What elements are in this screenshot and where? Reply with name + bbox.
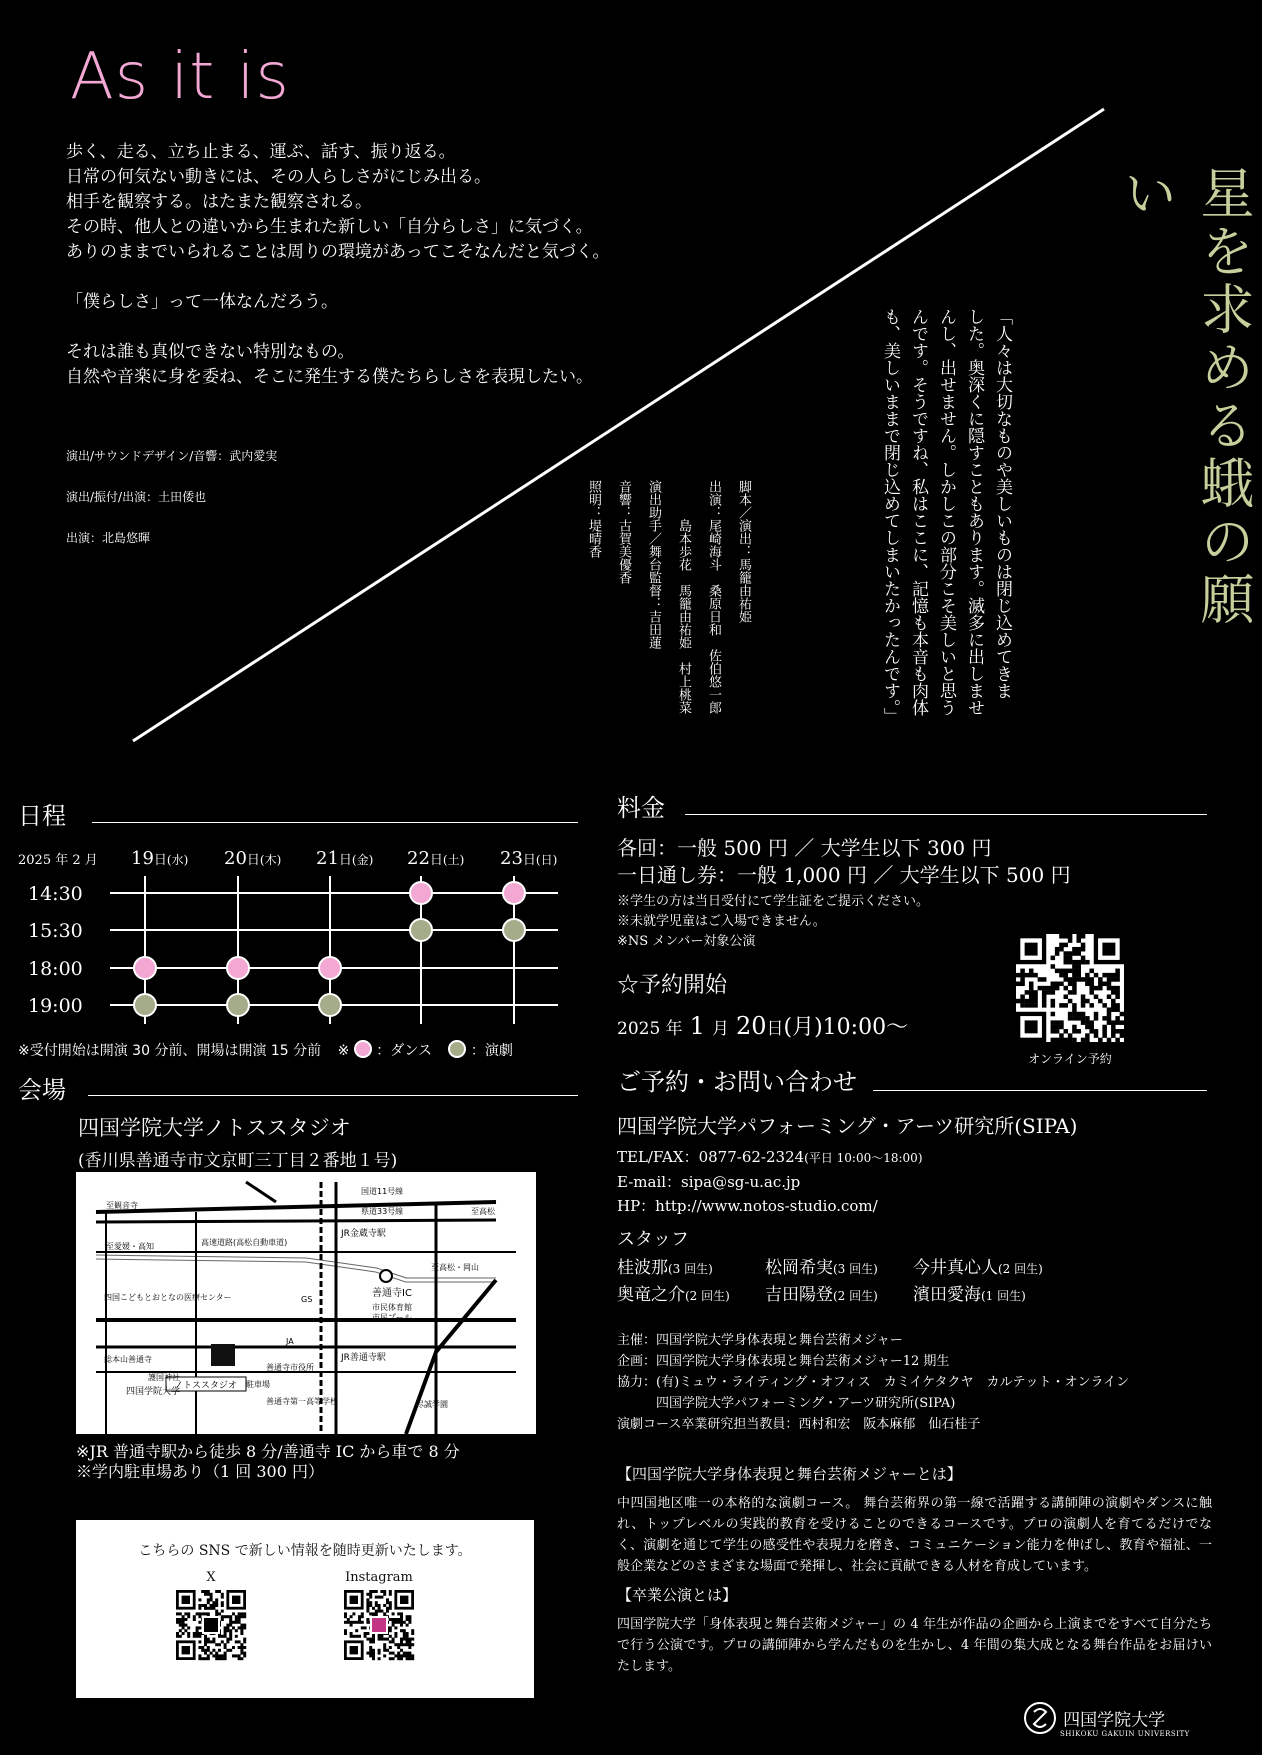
title-as-it-is: As it is [70, 40, 290, 114]
reserve-date-time: (月)10:00〜 [783, 1015, 909, 1040]
x-qr-code[interactable] [176, 1590, 246, 1660]
staff-year: (2 回生) [685, 1289, 730, 1303]
credit-line: 演出/振付/出演：土田倭也 [66, 490, 207, 504]
intro-line: 日常の何気ない動きには、その人らしさがにじみ出る。 [66, 167, 491, 187]
price-notes [617, 892, 929, 952]
staff-row [617, 1255, 1061, 1282]
contact-tel: TEL/FAX：0877-62-2324 [617, 1148, 805, 1166]
reserve-date [617, 1010, 908, 1041]
venue-address: (香川県善通寺市文京町三丁目２番地１号) [78, 1151, 398, 1171]
contact-underline [873, 1090, 1207, 1091]
org-line: 主催：四国学院大学身体表現と舞台芸術メジャー [617, 1333, 903, 1348]
reservation-qr-code[interactable] [1016, 934, 1124, 1042]
contact-tel-row [617, 1145, 1077, 1170]
day-unit: 日 [338, 853, 352, 868]
contact-hp[interactable]: HP：http://www.notos-studio.com/ [617, 1197, 878, 1215]
map-label: 至高松・岡山 [431, 1263, 479, 1272]
map-label: 四国こどもとおとなの医療センター [104, 1293, 232, 1302]
cast-line: 脚本／演出：馬籠由祐姫 [736, 480, 751, 623]
intro-line: それは誰も真似できない特別なもの。 [66, 342, 355, 362]
schedule-header [18, 796, 578, 830]
cast-line: 島本歩花 馬籠由祐姫 村上桃菜 [676, 480, 691, 714]
staff-member [765, 1255, 913, 1282]
map-label: 高速道路(高松自動車道) [201, 1238, 288, 1247]
price-note: ※未就学児童はご入場できません。 [617, 914, 826, 929]
map-label: 市民プール [372, 1313, 412, 1322]
day-header [224, 848, 281, 869]
about-section [617, 1460, 1212, 1685]
time-label: 18:00 [28, 958, 83, 980]
qr-label: オンライン予約 [1028, 1052, 1112, 1066]
credit-line: 演出/サウンドデザイン/音響：武内愛実 [66, 449, 278, 463]
org-line: 協力：(有)ミュウ・ライティング・オフィス カミイケタクヤ カルテット・オンライン [617, 1375, 1130, 1390]
graduation-heading: 【卒業公演とは】 [617, 1586, 738, 1604]
reserve-date-month-unit: 月 [711, 1019, 729, 1039]
qr-pattern [1016, 934, 1124, 1042]
map-label: 至高松 [471, 1207, 495, 1216]
venue-header [18, 1070, 578, 1104]
map-label: 至観音寺 [106, 1201, 138, 1210]
intro-line: 相手を観察する。はたまた観察される。 [66, 192, 372, 212]
map-label: 善通寺第一高等学校 [266, 1397, 338, 1406]
price-line: 一日通し券：一般 1,000 円 ／ 大学生以下 500 円 [617, 863, 1071, 887]
intro-blank [66, 265, 686, 290]
price-lines [617, 835, 1071, 889]
intro-text [66, 140, 686, 390]
access-map [76, 1172, 536, 1434]
day-header [500, 848, 557, 869]
intro-line: その時、他人との違いから生まれた新しい「自分らしさ」に気づく。 [66, 217, 593, 237]
staff-name: 桂波那 [617, 1258, 668, 1278]
show-drama-dot [227, 994, 249, 1016]
intro-line: ありのままでいられることは周りの環境があってこそなんだと気づく。 [66, 242, 610, 262]
sns-heading: こちらの SNS で新しい情報を随時更新いたします。 [138, 1543, 472, 1559]
day-number: 20 [224, 848, 247, 869]
time-label: 14:30 [28, 883, 83, 905]
legend-dance-dot [354, 1040, 372, 1058]
reserve-date-day-unit: 日 [766, 1019, 784, 1039]
map-label: ノトススタジオ [174, 1381, 237, 1391]
day-unit: 日 [246, 853, 260, 868]
show-dance-dot [134, 957, 156, 979]
quote-text [876, 308, 1016, 768]
price-underline [685, 814, 1207, 815]
map-label: 至愛媛・高知 [106, 1242, 154, 1251]
staff-member [913, 1255, 1061, 1282]
day-weekday: (木) [259, 853, 282, 867]
cast-line: 照明：堤晴香 [586, 480, 601, 558]
staff-year: (3 回生) [668, 1262, 713, 1276]
credit-line: 出演：北島悠暉 [66, 531, 151, 545]
contact-info [617, 1110, 1077, 1218]
staff-name: 奥竜之介 [617, 1285, 685, 1305]
intro-line: 歩く、走る、立ち止まる、運ぶ、話す、振り返る。 [66, 142, 456, 162]
staff-heading: スタッフ [617, 1229, 689, 1250]
day-unit: 日 [153, 853, 167, 868]
access-notes [76, 1442, 460, 1482]
contact-tel-hours: (平日 10:00〜18:00) [804, 1151, 923, 1165]
legend-mark: ※ [337, 1043, 350, 1059]
map-ic-marker [380, 1270, 392, 1282]
day-header [131, 848, 188, 869]
price-note: ※学生の方は当日受付にて学生証をご提示ください。 [617, 894, 930, 909]
map-label: 国道11号線 [361, 1187, 404, 1196]
day-header [407, 848, 464, 869]
instagram-qr-code[interactable] [344, 1590, 414, 1660]
day-weekday: (金) [351, 853, 374, 867]
reserve-date-year: 2025 年 [617, 1019, 683, 1039]
map-label: 四国学院大学 [126, 1387, 181, 1397]
staff-member [765, 1282, 913, 1309]
graduation-paragraph: 四国学院大学「身体表現と舞台芸術メジャー」の 4 年生が作品の企画から上演までをすべて自分たちで行う公演です。プロの講師陣から学んだものを生かし、4 年間の集大成となる舞台作品をお届けいたします。 [617, 1617, 1212, 1674]
map-label: 善通寺IC [372, 1288, 412, 1299]
price-note: ※NS メンバー対象公演 [617, 934, 756, 949]
price-heading: 料金 [617, 794, 665, 822]
staff-member [617, 1255, 765, 1282]
schedule-underline [92, 822, 578, 823]
schedule-month: 2025 年 2 月 [18, 853, 98, 868]
venue-name: 四国学院大学ノトススタジオ [78, 1116, 351, 1140]
map-label: JA [286, 1337, 294, 1346]
cast-line: 音響：古賀美優香 [616, 480, 631, 584]
day-number: 22 [407, 848, 430, 869]
contact-email[interactable]: E-mail：sipa@sg-u.ac.jp [617, 1173, 801, 1191]
show-drama-dot [503, 919, 525, 941]
staff-name: 松岡希実 [765, 1258, 833, 1278]
intro-blank [66, 315, 686, 340]
credits-as-it-is [66, 448, 277, 571]
org-line: 演劇コース卒業研究担当教員：西村和宏 阪本麻郁 仙石桂子 [617, 1417, 981, 1432]
staff-member [617, 1282, 765, 1309]
show-dance-dot [503, 882, 525, 904]
schedule-note-row [18, 1040, 513, 1060]
cast-credits [578, 480, 758, 780]
cast-line: 出演：尾崎海斗 桑原日和 佐伯悠一郎 [706, 480, 721, 714]
show-drama-dot [410, 919, 432, 941]
org-line: 企画：四国学院大学身体表現と舞台芸術メジャー12 期生 [617, 1354, 950, 1369]
cast-line: 演出助手／舞台監督：吉田蓮 [646, 480, 661, 649]
show-dance-dot [319, 957, 341, 979]
quote-line: 「人々は大切なものや美しいものは閉じ込めてきま [992, 308, 1012, 699]
legend-drama-dot [448, 1040, 466, 1058]
staff-member [913, 1282, 1061, 1309]
staff-year: (2 回生) [998, 1262, 1043, 1276]
day-number: 23 [500, 848, 523, 869]
show-drama-dot [319, 994, 341, 1016]
staff-year: (2 回生) [833, 1289, 878, 1303]
day-number: 19 [131, 848, 154, 869]
schedule-note: ※受付開始は開演 30 分前、開場は開演 15 分前 [18, 1043, 322, 1059]
map-label: 駐車場 [246, 1380, 270, 1389]
venue-underline [88, 1095, 578, 1096]
day-weekday: (日) [535, 853, 558, 867]
university-logo [1022, 1700, 1190, 1738]
reserve-date-month: 1 [689, 1012, 705, 1040]
price-header [617, 788, 1207, 822]
price-line: 各回：一般 500 円 ／ 大学生以下 300 円 [617, 836, 992, 860]
map-label: 市民体育館 [372, 1303, 412, 1312]
time-label: 19:00 [28, 995, 83, 1017]
staff-name: 今井真心人 [913, 1258, 998, 1278]
map-label: JR善通寺駅 [341, 1353, 386, 1363]
sns-box [76, 1520, 534, 1698]
map-road [246, 1182, 276, 1202]
contact-header [617, 1062, 1207, 1096]
map-road [406, 1280, 496, 1434]
schedule-heading: 日程 [18, 802, 66, 830]
quote-line: んです。そうですね、私はここに、記憶も本音も肉体 [908, 308, 928, 716]
university-name-en: SHIKOKU GAKUIN UNIVERSITY [1060, 1730, 1190, 1738]
about-heading: 【四国学院大学身体表現と舞台芸術メジャーとは】 [617, 1465, 962, 1483]
show-dance-dot [227, 957, 249, 979]
reserve-date-day: 20 [735, 1012, 767, 1040]
university-emblem-icon [1022, 1700, 1058, 1736]
map-label: GS [301, 1295, 313, 1304]
access-line: ※学内駐車場あり（1 回 300 円） [76, 1462, 324, 1481]
university-name: 四国学院大学 [1063, 1710, 1166, 1731]
legend-dance: ：ダンス [376, 1043, 432, 1059]
intro-line: 自然や音楽に身を委ね、そこに発生する僕たちらしさを表現したい。 [66, 367, 593, 387]
staff-row [617, 1282, 1061, 1309]
day-weekday: (水) [166, 853, 189, 867]
staff-year: (1 回生) [981, 1289, 1026, 1303]
day-number: 21 [316, 848, 339, 869]
map-university-building [211, 1344, 235, 1366]
legend-drama: ：演劇 [470, 1043, 513, 1059]
show-dance-dot [410, 882, 432, 904]
day-unit: 日 [522, 853, 536, 868]
organizers [617, 1330, 1129, 1435]
reserve-heading: ☆予約開始 [617, 973, 728, 998]
day-unit: 日 [429, 853, 443, 868]
intro-line: 「僕らしさ」って一体なんだろう。 [66, 292, 338, 312]
map-label: JR金蔵寺駅 [341, 1229, 386, 1239]
day-header [316, 848, 373, 869]
show-drama-dot [134, 994, 156, 1016]
time-label: 15:30 [28, 920, 83, 942]
staff-list [617, 1255, 1061, 1309]
org-line: 四国学院大学パフォーミング・アーツ研究所(SIPA) [617, 1396, 956, 1411]
quote-line: した。奥深くに隠すこともあります。滅多に出しませ [964, 308, 984, 716]
map-label: 総本山善通寺 [104, 1355, 152, 1364]
map-label: 善通寺市役所 [266, 1363, 314, 1372]
day-weekday: (土) [442, 853, 465, 867]
venue-heading: 会場 [18, 1076, 66, 1104]
about-paragraph: 中四国地区唯一の本格的な演劇コース。 舞台芸術界の第一線で活躍する講師陣の演劇やダンスに触れ、トップレベルの実践的教育を受けることのできるコースです。プロの演劇人を育てるだけでなく、演劇を通じて学生の感受性や表現力を磨き、コミュニケーション能力を伸ばし、教育や福祉、一般企業などのさまざまな場面で発揮し、社会に貢献できる人材を育成しています。 [617, 1496, 1212, 1574]
contact-heading: ご予約・お問い合わせ [617, 1068, 857, 1096]
staff-name: 濱田愛海 [913, 1285, 981, 1305]
map-drawing [76, 1172, 536, 1434]
map-label: 県道33号線 [361, 1207, 404, 1216]
staff-year: (3 回生) [833, 1262, 878, 1276]
map-label: 尽誠学園 [416, 1400, 448, 1409]
sns-x-label: X [206, 1570, 216, 1585]
staff-name: 吉田陽登 [765, 1285, 833, 1305]
contact-org: 四国学院大学パフォーミング・アーツ研究所(SIPA) [617, 1114, 1078, 1138]
access-line: ※JR 普通寺駅から徒歩 8 分/善通寺 IC から車で 8 分 [76, 1442, 460, 1461]
venue-info [78, 1112, 397, 1171]
sns-instagram-label: Instagram [345, 1570, 413, 1585]
title-hoshi-wo-motomeru: 星を求める蛾の願い [1115, 165, 1255, 629]
map-label: 護国神社 [148, 1373, 180, 1382]
quote-line: んし、出せません。しかしこの部分こそ美しいと思う [936, 308, 956, 716]
schedule-grid [18, 846, 578, 1056]
quote-line: も、美しいままで閉じ込めてしまいたかったんです。」 [880, 308, 900, 725]
